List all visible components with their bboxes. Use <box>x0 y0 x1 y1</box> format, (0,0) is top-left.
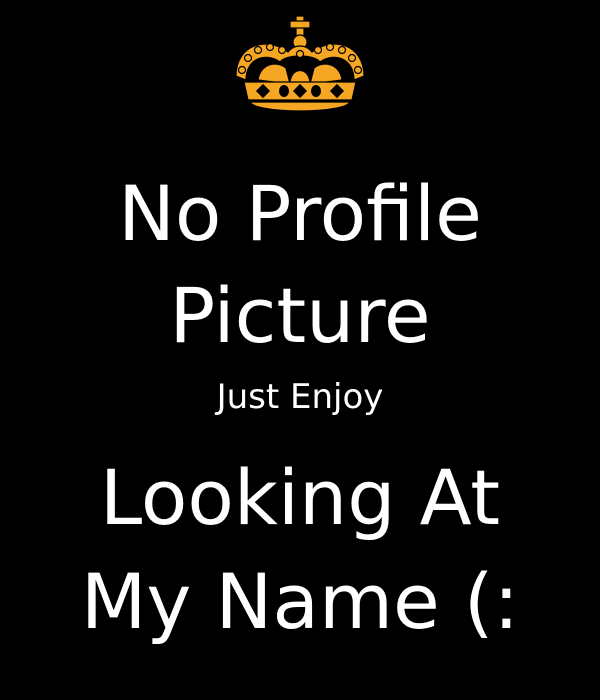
small-line: Just Enjoy <box>216 377 384 417</box>
headline-line-4: My Name (: <box>80 557 520 646</box>
headline-line-2: Picture <box>169 271 431 360</box>
headline-line-3: Looking At <box>99 453 501 542</box>
headline-line-1: No Profile <box>118 169 482 258</box>
crown-icon <box>228 14 372 118</box>
